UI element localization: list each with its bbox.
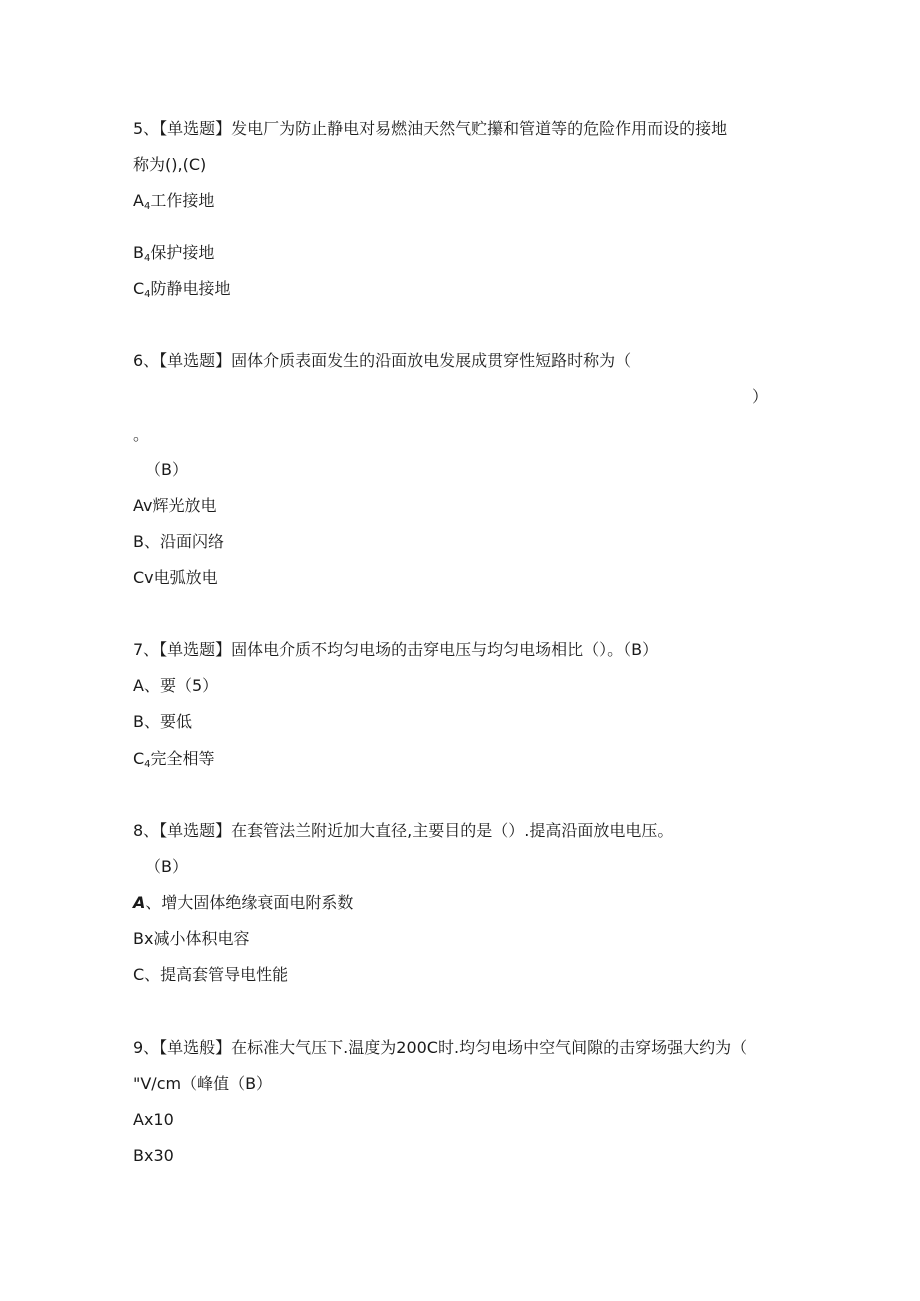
question-7-option-a: A、要（5） <box>133 676 219 695</box>
option-text: 保护接地 <box>150 243 215 262</box>
question-6-stem-line1: 6、【单选题】固体介质表面发生的沿面放电发展成贯穿性短路时称为（ <box>133 351 632 370</box>
question-5-option-c <box>133 278 231 306</box>
question-8-answer: （B） <box>145 857 188 876</box>
question-5-stem-line2: 称为(),(C) <box>133 155 207 174</box>
option-prefix: A <box>133 191 144 210</box>
question-7-stem-line1: 7、【单选题】固体电介质不均匀电场的击穿电压与均匀电场相比（）。（B） <box>133 640 659 659</box>
question-6-option-c: Cv电弧放电 <box>133 568 218 587</box>
question-9-option-b: Bx30 <box>133 1146 174 1165</box>
question-6-option-a: Av辉光放电 <box>133 496 217 515</box>
question-6-period: 。 <box>133 425 150 444</box>
question-5-option-b <box>133 242 214 270</box>
question-8-option-b: Bx减小体积电容 <box>133 929 250 948</box>
option-text: 完全相等 <box>150 749 215 768</box>
option-text: 防静电接地 <box>150 279 231 298</box>
question-6-option-b: B、沿面闪络 <box>133 532 224 551</box>
option-prefix: C <box>133 279 145 298</box>
question-9-option-a: Ax10 <box>133 1110 174 1129</box>
option-prefix: B <box>133 243 144 262</box>
question-9-stem-line1: 9、【单选般】在标准大气压下.温度为200C时.均匀电场中空气间隙的击穿场强大约为（ <box>133 1038 748 1057</box>
question-5-stem-line1: 5、【单选题】发电厂为防止静电对易燃油天然气贮攥和管道等的危险作用而设的接地 <box>133 119 728 138</box>
question-6-answer: （B） <box>145 460 188 479</box>
option-subscript: 4 <box>143 253 151 264</box>
option-text: 、增大固体绝缘衰面电附系数 <box>145 893 354 912</box>
option-prefix: C <box>133 749 145 768</box>
option-subscript: 4 <box>143 201 151 212</box>
option-subscript: 4 <box>144 289 151 300</box>
question-7-option-b: B、要低 <box>133 712 192 731</box>
question-8-option-c: C、提高套管导电性能 <box>133 965 289 984</box>
question-8-stem-line1: 8、【单选题】在套管法兰附近加大直径,主要目的是（）.提高沿面放电电压。 <box>133 821 674 840</box>
question-8-option-a <box>133 892 353 914</box>
option-subscript: 4 <box>144 759 151 770</box>
question-9-stem-line2: "V∕cm（峰值（B） <box>133 1074 273 1093</box>
question-5-option-a <box>133 190 214 218</box>
question-6-paren-close: ） <box>752 387 769 406</box>
option-prefix: A <box>133 893 146 912</box>
question-7-option-c <box>133 748 215 776</box>
option-text: 工作接地 <box>150 191 215 210</box>
